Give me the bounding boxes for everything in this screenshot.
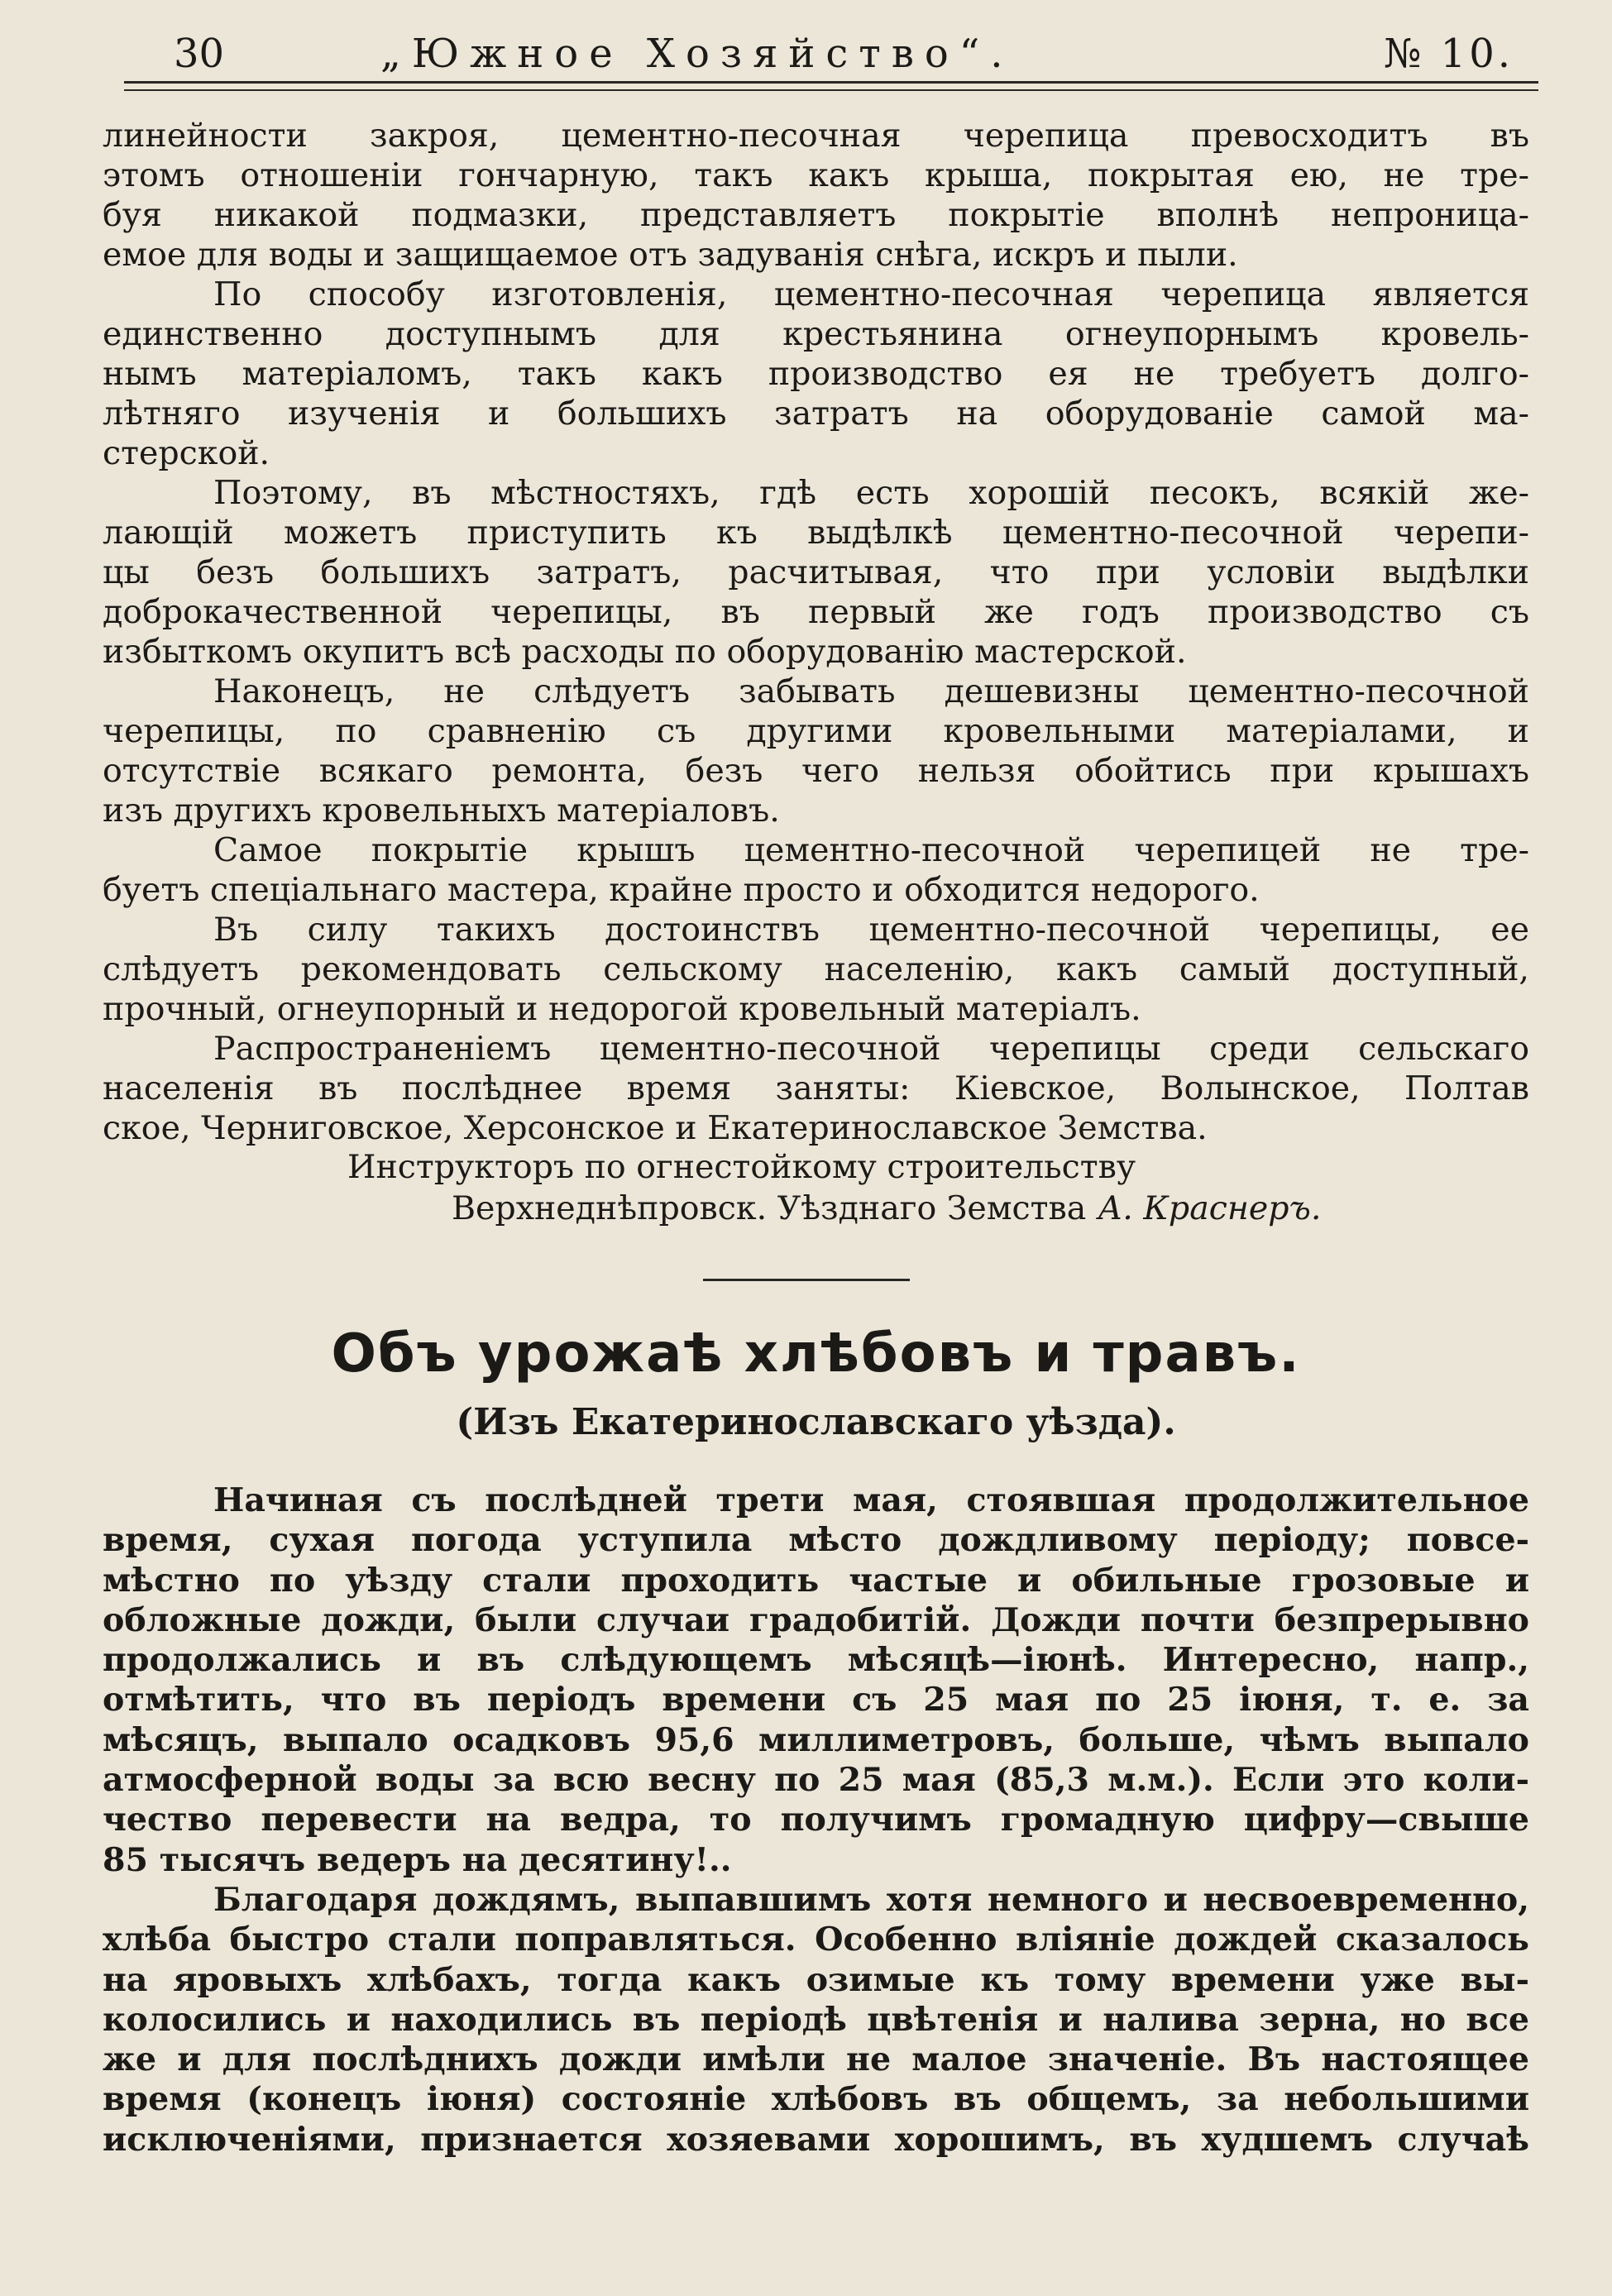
text-line: По способу изготовленія, цементно-песочная черепица является: [213, 275, 1529, 313]
text-line: цы безъ большихъ затратъ, расчитывая, что при условіи выдѣлки: [103, 553, 1529, 591]
text-line: обложные дожди, были случаи градобитій. Дожди почти безпрерывно: [103, 1600, 1529, 1639]
text-line: избыткомъ окупитъ всѣ расходы по оборудованію мастерской.: [103, 633, 1187, 671]
text-line: мѣсяцъ, выпало осадковъ 95,6 миллиметровъ, больше, чѣмъ выпало: [103, 1720, 1529, 1759]
text-line: лѣтняго изученія и большихъ затратъ на оборудованіе самой ма-: [103, 395, 1529, 433]
article-body: [103, 1480, 1529, 2160]
text-line: лающій можетъ приступить къ выдѣлкѣ цементно-песочной черепи-: [103, 514, 1529, 552]
signature-block: [347, 1146, 1522, 1229]
text-line: 85 тысячъ ведеръ на десятину!..: [103, 1840, 732, 1879]
text-line: исключеніями, признается хозяевами хорошимъ, въ худшемъ случаѣ: [103, 2120, 1529, 2159]
text-line: продолжались и въ слѣдующемъ мѣсяцѣ—іюнѣ. Интересно, напр.,: [103, 1641, 1529, 1680]
text-line: Поэтому, въ мѣстностяхъ, гдѣ есть хорошій песокъ, всякій же-: [213, 474, 1529, 512]
text-line: ское, Черниговское, Херсонское и Екатеринославское Земства.: [103, 1109, 1208, 1147]
text-line: доброкачественной черепицы, въ первый же годъ производство съ: [103, 593, 1529, 631]
header-rule-thin: [124, 89, 1538, 91]
text-line: буя никакой подмазки, представляетъ покрытіе вполнѣ непроница-: [103, 196, 1529, 234]
text-line: Самое покрытіе крышъ цементно-песочной черепицей не тре-: [213, 831, 1529, 869]
journal-title: „Южное Хозяйство“.: [380, 31, 1014, 77]
page-number: 30: [174, 31, 225, 77]
text-line: нымъ матеріаломъ, такъ какъ производство ея не требуетъ долго-: [103, 355, 1529, 393]
text-line: Въ силу такихъ достоинствъ цементно-песочной черепицы, ее: [213, 911, 1529, 949]
issue-number: № 10.: [1383, 31, 1514, 77]
text-line: Начиная съ послѣдней трети мая, стоявшая продолжительное: [213, 1481, 1529, 1519]
continued-article-body: [103, 116, 1529, 1148]
text-line: прочный, огнеупорный и недорогой кровельный матеріалъ.: [103, 990, 1141, 1028]
signature-affiliation: Верхнеднѣпровск. Уѣзднаго Земства: [452, 1189, 1087, 1227]
text-line: этомъ отношеніи гончарную, такъ какъ крыша, покрытая ею, не тре-: [103, 156, 1529, 194]
text-line: слѣдуетъ рекомендовать сельскому населенію, какъ самый доступный,: [103, 950, 1529, 988]
running-head: [124, 25, 1538, 83]
text-line: колосились и находились въ періодѣ цвѣтенія и налива зерна, но все: [103, 2000, 1529, 2039]
signature-author: А. Краснеръ.: [1098, 1189, 1322, 1227]
text-line: хлѣба быстро стали поправляться. Особенно вліяніе дождей сказалось: [103, 1921, 1529, 1959]
text-line: Распространеніемъ цементно-песочной черепицы среди сельскаго: [213, 1030, 1529, 1068]
text-line: Наконецъ, не слѣдуетъ забывать дешевизны цементно-песочной: [213, 672, 1529, 710]
text-line: отсутствіе всякаго ремонта, безъ чего нельзя обойтись при крышахъ: [103, 752, 1529, 790]
text-line: на яровыхъ хлѣбахъ, тогда какъ озимые къ тому времени уже вы-: [103, 1960, 1529, 1999]
signature-position: Инструкторъ по огнестойкому строительству: [347, 1148, 1136, 1186]
text-line: изъ другихъ кровельныхъ матеріаловъ.: [103, 792, 780, 830]
text-line: черепицы, по сравненію съ другими кровельными матеріалами, и: [103, 712, 1529, 750]
header-rule: [124, 81, 1538, 84]
text-line: единственно доступнымъ для крестьянина огнеупорнымъ кровель-: [103, 315, 1529, 353]
text-line: населенія въ послѣднее время заняты: Кіевское, Волынское, Полтав: [103, 1069, 1529, 1107]
text-line: чество перевести на ведра, то получимъ громадную цифру—свыше: [103, 1801, 1529, 1839]
text-line: же и для послѣднихъ дожди имѣли не малое значеніе. Въ настоящее: [103, 2040, 1529, 2079]
text-line: атмосферной воды за всю весну по 25 мая (85,3 м.м.). Если это коли-: [103, 1761, 1529, 1800]
text-line: время (конецъ іюня) состояніе хлѣбовъ въ общемъ, за небольшими: [103, 2080, 1529, 2119]
text-line: емое для воды и защищаемое отъ задуванія снѣга, искръ и пыли.: [103, 236, 1238, 274]
signature-affiliation-line: [347, 1188, 1522, 1229]
text-line: буетъ спеціальнаго мастера, крайне просто и обходится недорого.: [103, 871, 1260, 909]
article-subtitle: (Изъ Екатеринославскаго уѣзда).: [456, 1401, 1176, 1443]
text-line: время, сухая погода уступила мѣсто дождливому періоду; повсе-: [103, 1521, 1529, 1560]
text-line: линейности закроя, цементно-песочная черепица превосходитъ въ: [103, 117, 1529, 155]
text-line: Благодаря дождямъ, выпавшимъ хотя немного и несвоевременно,: [213, 1880, 1529, 1919]
text-line: отмѣтить, что въ періодъ времени съ 25 мая по 25 іюня, т. е. за: [103, 1681, 1529, 1720]
text-line: стерской.: [103, 434, 270, 472]
article-title: Объ урожаѣ хлѣбовъ и травъ.: [331, 1323, 1301, 1385]
section-separator: [703, 1279, 910, 1281]
text-line: мѣстно по уѣзду стали проходить частые и обильные грозовые и: [103, 1561, 1529, 1600]
